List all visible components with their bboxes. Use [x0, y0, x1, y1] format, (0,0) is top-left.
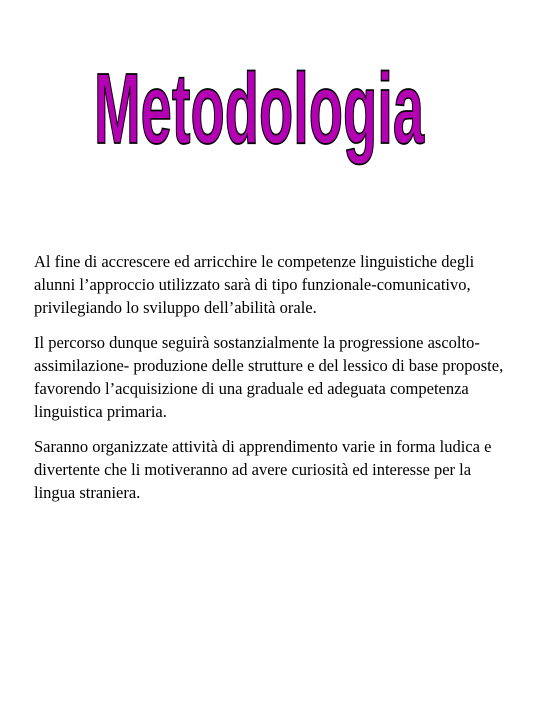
paragraph-2: Il percorso dunque seguirà sostanzialmente la progressione ascolto- assimilazione- produzione delle strutture e del lessico di base proposte, favorendo l’acquisizione di una graduale ed adeguata competenza linguistica primaria.	[34, 333, 504, 421]
page-title-wordart	[0, 40, 540, 190]
paragraph-1: Al fine di accrescere ed arricchire le competenze linguistiche degli alunni l’approccio utilizzato sarà di tipo funzionale-comunicativo, privilegiando lo sviluppo dell’abilità orale.	[34, 252, 475, 317]
title-svg	[0, 40, 540, 190]
body-text	[34, 250, 510, 516]
page-title: Metodologia	[93, 53, 425, 165]
paragraph-3: Saranno organizzate attività di apprendimento varie in forma ludica e divertente che li motiveranno ad avere curiosità ed interesse per la lingua straniera.	[34, 437, 492, 502]
